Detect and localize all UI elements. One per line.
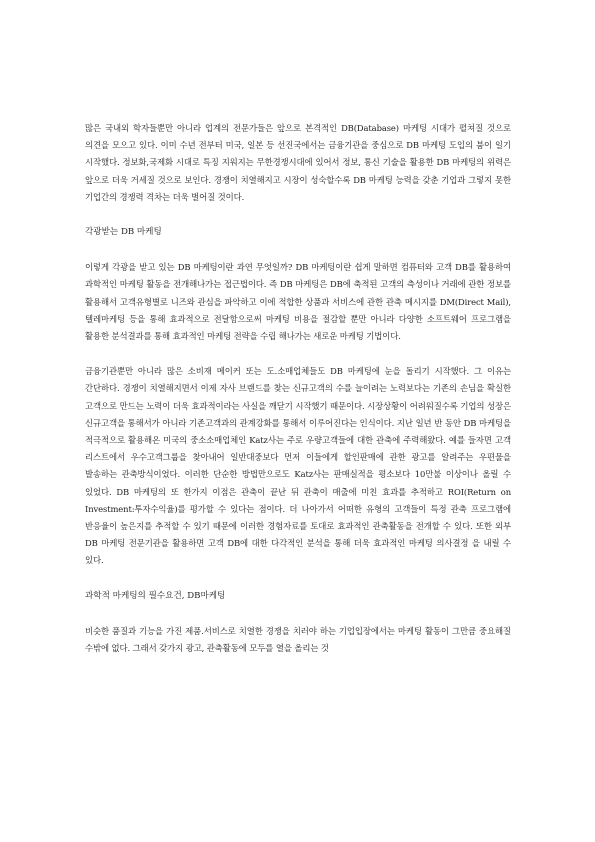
paragraph: 금융기관뿐만 아니라 많은 소비재 메이커 또는 도.소매업체들도 DB 마케팅에 눈을 돌리기 시작했다. 그 이유는 간단하다. 경쟁이 치열해지면서 이제 자사 브랜드를 찾는 신규고객의 수를 늘이려는 노력보다는 기존의 손님을 확실한 고객으로 만드는 노력이 더욱 효과적이라는 사실을 깨닫기 시작했기 때문이다. 시장상황이 어려워질수록 기업의 성장은 신규고객을 통해서가 아니라 기존고객과의 관계강화를 통해서 이루어진다는 인식이다. 지난 일년 반 동안 DB 마케팅을 적극적으로 활용해온 미국의 중소소매업체인 Katz사는 주로 우량고객들에 대한 관축에 주력해왔다. 예를 들자면 고객 리스트에서 우수고객그룹을 찾아내어 일반대중보다 먼저 이들에게 할인판매에 관한 광고를 알려주는 우편물을 발송하는 관축방식이었다. 이러한 단순한 방법만으로도 Katz사는 판매실적을 평소보다 10만불 이상이나 올릴 수 있었다. DB 마케팅의 또 한가지 이점은 관축이 끝난 뒤 관축이 매출에 미친 효과를 추적하고 ROI(Return on Investment:투자수익율)를 평가할 수 있다는 점이다. 더 나아가서 어떠한 유형의 고객들이 특정 관축 프로그램에 반응율이 높은지를 추적할 수 있기 때문에 이러한 경험자료를 토대로 효과적인 관축활동을 전개할 수 있다. 또한 외부 DB 마케팅 전문기관을 활용하면 고객 DB에 대한 다각적인 분석을 통해 더욱 효과적인 마케팅 의사결정 을 내릴 수 있다. bbox=[85, 366, 511, 566]
section-heading: 각광받는 DB 마케팅 bbox=[85, 227, 162, 238]
paragraph-spacer bbox=[85, 345, 511, 363]
paragraph-spacer bbox=[85, 206, 511, 224]
paragraph: 비슷한 품질과 기능을 가진 제품.서비스로 치열한 경쟁을 치러야 하는 기업입장에서는 마케팅 활동이 그만큼 중요해질 수밖에 없다. 그래서 갖가지 광고, 관축활동에 모두를 열을 올리는 것 bbox=[85, 625, 511, 654]
section-heading: 과학적 마케팅의 필수요건, DB마케팅 bbox=[85, 590, 226, 601]
paragraph: 많은 국내외 학자들뿐만 아니라 업계의 전문가들은 앞으로 본격적인 DB(Database) 마케팅 시대가 펼쳐질 것으로 의견을 모으고 있다. 이미 수년 전부터 미국, 일본 등 선진국에서는 금융기관을 중심으로 DB 마케팅 도입의 붐이 일기 시작했다. 정보화,국제화 시대로 특징 지워지는 무한경쟁시대에 있어서 정보, 통신 기술을 활용한 DB 마케팅의 위력은 앞으로 더욱 거세질 것으로 보인다. 경쟁이 치열해지고 시장이 성숙할수록 DB 마케팅 능력을 갖춘 기업과 그렇지 못한 기업간의 경쟁력 격차는 더욱 벌어질 것이다. bbox=[85, 123, 511, 202]
paragraph-spacer bbox=[85, 570, 511, 588]
paragraph: 이렇게 각광을 받고 있는 DB 마케팅이란 과연 무엇일까? DB 마케팅이란 쉽게 말하면 컴퓨터와 고객 DB를 활용하여 과학적인 마케팅 활동을 전개해나가는 접근법이다. 즉 DB 마케팅은 DB에 축적된 고객의 측성이나 거래에 관한 정보를 활용해서 고객유형별로 니즈와 관심을 파악하고 이에 적합한 상품과 서비스에 관한 관축 메시지를 DM(Direct Mail), 텔레마케팅 등을 통해 효과적으로 전달함으로써 마케팅 비용을 절감할 뿐만 아니라 다양한 소프트웨어 프로그램을 활용한 분석결과를 통해 효과적인 마케팅 전략을 수립 해나가는 새로운 마케팅 기법이다. bbox=[85, 262, 511, 342]
heading-spacer bbox=[85, 241, 511, 259]
heading-spacer bbox=[85, 605, 511, 623]
document-body bbox=[85, 120, 511, 657]
